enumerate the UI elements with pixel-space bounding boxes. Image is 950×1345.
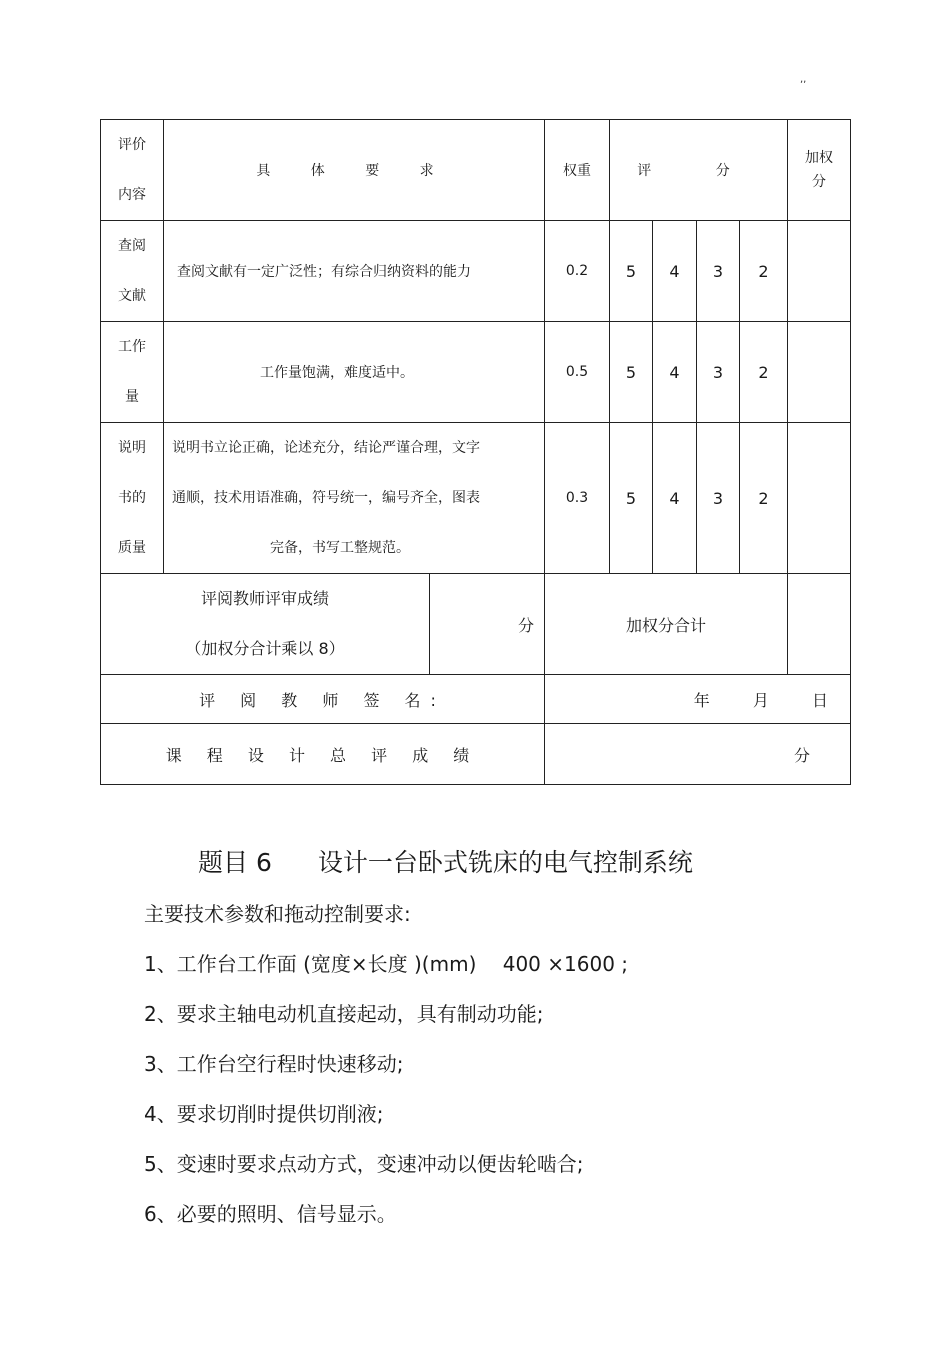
teacher-score-fen[interactable]: 分 [430,574,545,675]
date-day: 日 [812,690,829,710]
table-row [101,221,851,322]
date-year: 年 [693,690,710,710]
header-weighted-score: 加权 分 [788,120,851,221]
teacher-score-row [101,574,851,675]
course-total-cell[interactable]: 分 [545,724,851,785]
row-label: 工作 量 [101,322,164,423]
topic-heading [198,843,693,879]
header-weight: 权重 [545,120,610,221]
row-description: 说明书立论正确，论述充分，结论严谨合理，文字 通顺，技术用语准确，符号统一，编号齐全，图表 完备，书写工整规范。 [164,423,545,574]
requirement-item: 6、必要的照明、信号显示。 [144,1202,397,1226]
header-requirements: 具 体 要 求 [164,120,545,221]
weighted-total-cell[interactable] [788,574,851,675]
row-label: 说明 书的 质量 [101,423,164,574]
score-cell: 4 [653,221,697,322]
row-description: 工作量饱满，难度适中。 [164,322,545,423]
table-header-row [101,120,851,221]
header-eval-content-line: 评价 [118,137,146,153]
topic-title: 设计一台卧式铣床的电气控制系统 [317,848,693,877]
score-cell: 2 [740,221,788,322]
score-cell: 2 [740,423,788,574]
requirement-item: 4、要求切削时提供切削液; [144,1102,384,1126]
requirement-item: 5、变速时要求点动方式，变速冲动以便齿轮啮合; [144,1152,584,1176]
score-cell: 2 [740,322,788,423]
date-month: 月 [752,690,769,710]
score-cell: 4 [653,322,697,423]
weighted-score-cell[interactable] [788,322,851,423]
header-score: 评 分 [610,120,788,221]
score-cell: 3 [697,221,740,322]
header-eval-content [101,120,164,221]
requirement-item: 3、工作台空行程时快速移动; [144,1052,404,1076]
teacher-score-label: 评阅教师评审成绩 （加权分合计乘以 8） [101,574,430,675]
score-cell: 5 [610,221,653,322]
score-cell: 3 [697,322,740,423]
table-row [101,322,851,423]
evaluation-table [100,119,851,785]
requirement-item: 1、工作台工作面 (宽度×长度 )(mm) 400 ×1600 ; [144,952,629,976]
row-weight: 0.2 [545,221,610,322]
row-weight: 0.3 [545,423,610,574]
topic-number: 题目 6 [198,848,272,877]
corner-mark: ,, [800,74,807,85]
signature-date[interactable] [545,675,851,724]
course-total-label: 课 程 设 计 总 评 成 绩 [101,724,545,785]
row-description: 查阅文献有一定广泛性；有综合归纳资料的能力 [164,221,545,322]
requirements-heading: 主要技术参数和拖动控制要求: [144,902,411,926]
teacher-signature-label: 评 阅 教 师 签 名: [101,675,545,724]
signature-row [101,675,851,724]
row-weight: 0.5 [545,322,610,423]
weighted-total-label: 加权分合计 [545,574,788,675]
score-cell: 5 [610,322,653,423]
header-eval-content-line: 内容 [118,187,146,203]
weighted-score-cell[interactable] [788,221,851,322]
requirement-item: 2、要求主轴电动机直接起动，具有制动功能; [144,1002,544,1026]
score-cell: 5 [610,423,653,574]
table-row [101,423,851,574]
row-label: 查阅 文献 [101,221,164,322]
score-cell: 3 [697,423,740,574]
score-cell: 4 [653,423,697,574]
weighted-score-cell[interactable] [788,423,851,574]
course-total-row [101,724,851,785]
